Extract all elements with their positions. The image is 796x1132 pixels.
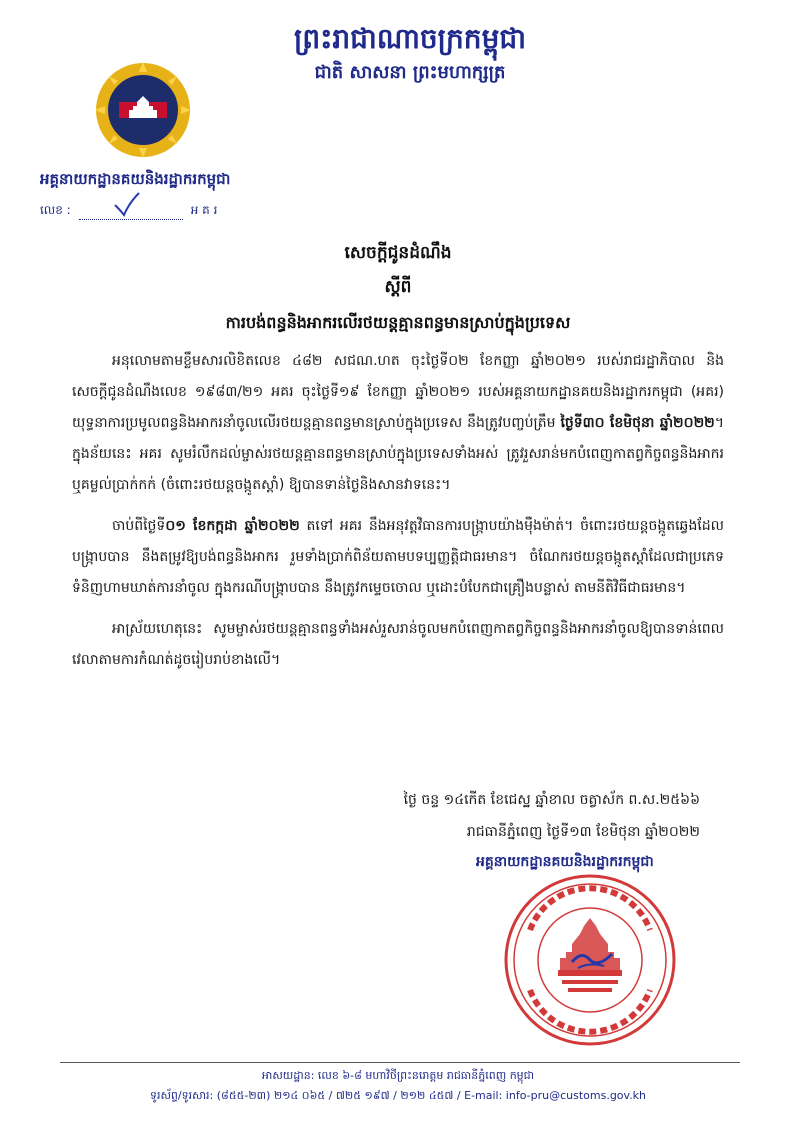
kingdom-title: ព្រះរាជាណាចក្រកម្ពុជា bbox=[293, 22, 526, 55]
body-paragraph-1 bbox=[72, 346, 724, 501]
customs-logo-emblem bbox=[93, 60, 193, 160]
body-p1-text: អនុលោមតាមខ្លឹមសារលិខិតលេខ ៤៨២ សជណ.ហត ចុះថ្ងៃទី០២ ខែកញ្ញា ឆ្នាំ២០២១ របស់រាជរដ្ឋាភិបាល និងសេចក្តីជូនដំណឹងលេខ ១៩៨៣/២១ អគរ ចុះថ្ងៃទី១៩ ខែកញ្ញា ឆ្នាំ២០២១ របស់អគ្គនាយកដ្ឋានគយនិងរដ្ឋាករកម្ពុជា (អគរ) យុទ្ធនាការប្រមូលពន្ធនិងអាករនាំចូលលើរថយន្តគ្មានពន្ធមានស្រាប់ក្នុងប្រទេស នឹងត្រូវបញ្ចប់ត្រឹម bbox=[72, 353, 724, 431]
sender-department: អគ្គនាយកដ្ឋានគយនិងរដ្ឋាករកម្ពុជា bbox=[40, 170, 231, 188]
notice-title-block bbox=[0, 240, 796, 336]
date-block bbox=[404, 784, 700, 848]
solar-date: រាជធានីភ្នំពេញ ថ្ងៃទី១៣ ខែមិថុនា ឆ្នាំ២០២២ bbox=[466, 824, 700, 840]
kingdom-header bbox=[250, 22, 570, 86]
national-motto: ជាតិ សាសនា ព្រះមហាក្សត្រ bbox=[314, 62, 506, 83]
notice-body bbox=[72, 346, 724, 686]
body-p2-date: ០១ ខែកក្កដា ឆ្នាំ២០២២ bbox=[165, 518, 300, 534]
reference-dotted-field bbox=[79, 205, 183, 220]
footer-divider bbox=[60, 1062, 740, 1063]
notice-subject: ការបង់ពន្ធនិងអាករលើរថយន្តគ្មានពន្ធមានស្រាប់ក្នុងប្រទេស bbox=[225, 313, 571, 332]
body-p1-deadline: ថ្ងៃទី៣០ ខែមិថុនា ឆ្នាំ២០២២ bbox=[560, 415, 715, 431]
body-p2-text-rest: តទៅ អគរ នឹងអនុវត្តវិធានការបង្ក្រាបយ៉ាងម៉ឺងម៉ាត់។ ចំពោះរថយន្តចង្កូតឆ្វេងដែលបង្ក្រាបបាន នឹងតម្រូវឱ្យបង់ពន្ធនិងអាករ រួមទាំងប្រាក់ពិន័យតាមបទប្បញ្ញត្តិជាធរមាន។ ចំណែករថយន្តចង្កូតស្តាំដែលជាប្រភេទទំនិញហាមឃាត់ការនាំចូល ក្នុងករណីបង្ក្រាបបាន នឹងត្រូវកម្ទេចចោល ឬដោះបំបែកជាគ្រឿងបន្លាស់ តាមនីតិវិធីជាធរមាន។ bbox=[72, 518, 724, 596]
body-p2-text: ចាប់ពីថ្ងៃទី bbox=[112, 518, 166, 534]
body-paragraph-2 bbox=[72, 511, 724, 604]
reference-label: លេខ : bbox=[40, 203, 71, 217]
body-paragraph-3: អាស្រ័យហេតុនេះ សូមម្ចាស់រថយន្តគ្មានពន្ធទាំងអស់រួសរាន់ចូលមកបំពេញកាតព្វកិច្ចពន្ធនិងអាករនាំចូលឱ្យបានទាន់ពេលវេលាតាមការកំណត់ដូចរៀបរាប់ខាងលើ។ bbox=[72, 621, 724, 668]
signature-department: អគ្គនាយកដ្ឋានគយនិងរដ្ឋាករកម្ពុជា bbox=[476, 854, 654, 870]
body-p1-text-rest: ។ ក្នុងន័យនេះ អគរ សូមរំលឹកដល់ម្ចាស់រថយន្តគ្មានពន្ធមានស្រាប់ក្នុងប្រទេសទាំងអស់ ត្រូវរួសរាន់មកបំពេញកាតព្វកិច្ចពន្ធនិងអាករ ឬគម្លល់ប្រាក់កក់ (ចំពោះរថយន្តចង្កូតស្តាំ) ឱ្យបានទាន់ថ្ងៃនិងសានវាទនេះ។ bbox=[72, 415, 724, 493]
lunar-date: ថ្ងៃ ចន្ទ ១៤កើត ខែជេស្ឋ ឆ្នាំខាល ចត្វាស័ក ព.ស.២៥៦៦ bbox=[403, 792, 700, 808]
handwritten-check-mark bbox=[113, 191, 141, 217]
reference-number-line bbox=[40, 202, 217, 220]
notice-title: សេចក្តីជូនដំណឹង bbox=[344, 243, 452, 263]
footer-address: អាសយដ្ឋាន: លេខ ៦-៨ មហាវិថីព្រះនរោត្តម រាជធានីភ្នំពេញ កម្ពុជា bbox=[261, 1069, 535, 1082]
official-red-seal-stamp bbox=[500, 870, 680, 1050]
reference-suffix: អ គ រ bbox=[190, 203, 218, 217]
footer-contact: ទូរស័ព្ទ/ទូរសារ: (៨៥៥-២៣) ២១៤ ០៦៥ / ៧២៥ ១៩៧ / ២១២ ៤៥៧ / E-mail: info-pru@customs.gov.kh bbox=[149, 1089, 647, 1102]
notice-regarding: ស្តីពី bbox=[384, 277, 412, 297]
